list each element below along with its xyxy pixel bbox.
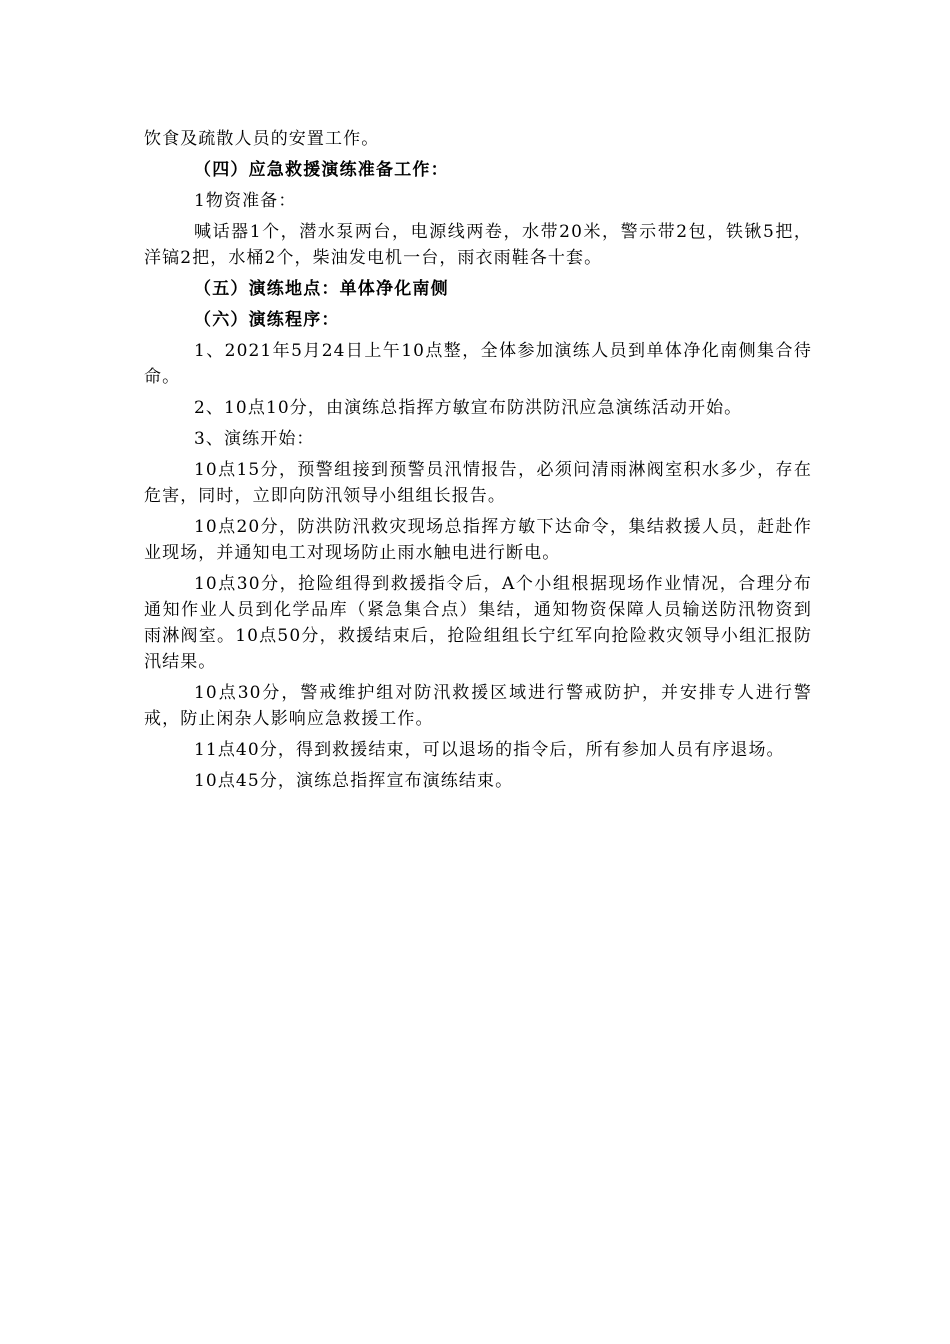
- section-heading-procedure: （六）演练程序：: [194, 310, 340, 330]
- paragraph-time-1030-rescue: 10点30分，抢险组得到救援指令后，A个小组根据现场作业情况，合理分布通知作业人员到化学品库（紧急集合点）集结，通知物资保障人员输送防汛物资到雨淋阀室。10点50分，救援结束后，抢险组组长宁红军向抢险救灾领导小组汇报防汛结果。: [144, 574, 812, 672]
- paragraph-time-1030-guard: 10点30分，警戒维护组对防汛救援区域进行警戒防护，并安排专人进行警戒，防止闲杂人影响应急救援工作。: [144, 683, 812, 729]
- paragraph-materials-title: 1物资准备：: [194, 191, 297, 211]
- paragraph-step-1: 1、2021年5月24日上午10点整，全体参加演练人员到单体净化南侧集合待命。: [144, 341, 812, 387]
- document-body: [144, 126, 812, 799]
- paragraph-time-1140: 11点40分，得到救援结束，可以退场的指令后，所有参加人员有序退场。: [194, 740, 785, 760]
- paragraph-time-1015: 10点15分，预警组接到预警员汛情报告，必须问清雨淋阀室积水多少，存在危害，同时，立即向防汛领导小组组长报告。: [144, 460, 812, 506]
- paragraph-resettlement: 饮食及疏散人员的安置工作。: [144, 129, 380, 149]
- paragraph-materials-list: 喊话器1个，潜水泵两台，电源线两卷，水带20米，警示带2包，铁锹5把，洋镐2把，水桶2个，柴油发电机一台，雨衣雨鞋各十套。: [144, 222, 812, 268]
- paragraph-step-3: 3、演练开始：: [194, 429, 315, 449]
- section-heading-preparation: （四）应急救援演练准备工作：: [194, 160, 449, 180]
- paragraph-step-2: 2、10点10分，由演练总指挥方敏宣布防洪防汛应急演练活动开始。: [194, 398, 743, 418]
- section-heading-location: （五）演练地点：单体净化南侧: [194, 279, 449, 299]
- paragraph-time-1045: 10点45分，演练总指挥宣布演练结束。: [194, 771, 514, 791]
- paragraph-time-1020: 10点20分，防洪防汛救灾现场总指挥方敏下达命令，集结救援人员，赶赴作业现场，并通知电工对现场防止雨水触电进行断电。: [144, 517, 812, 563]
